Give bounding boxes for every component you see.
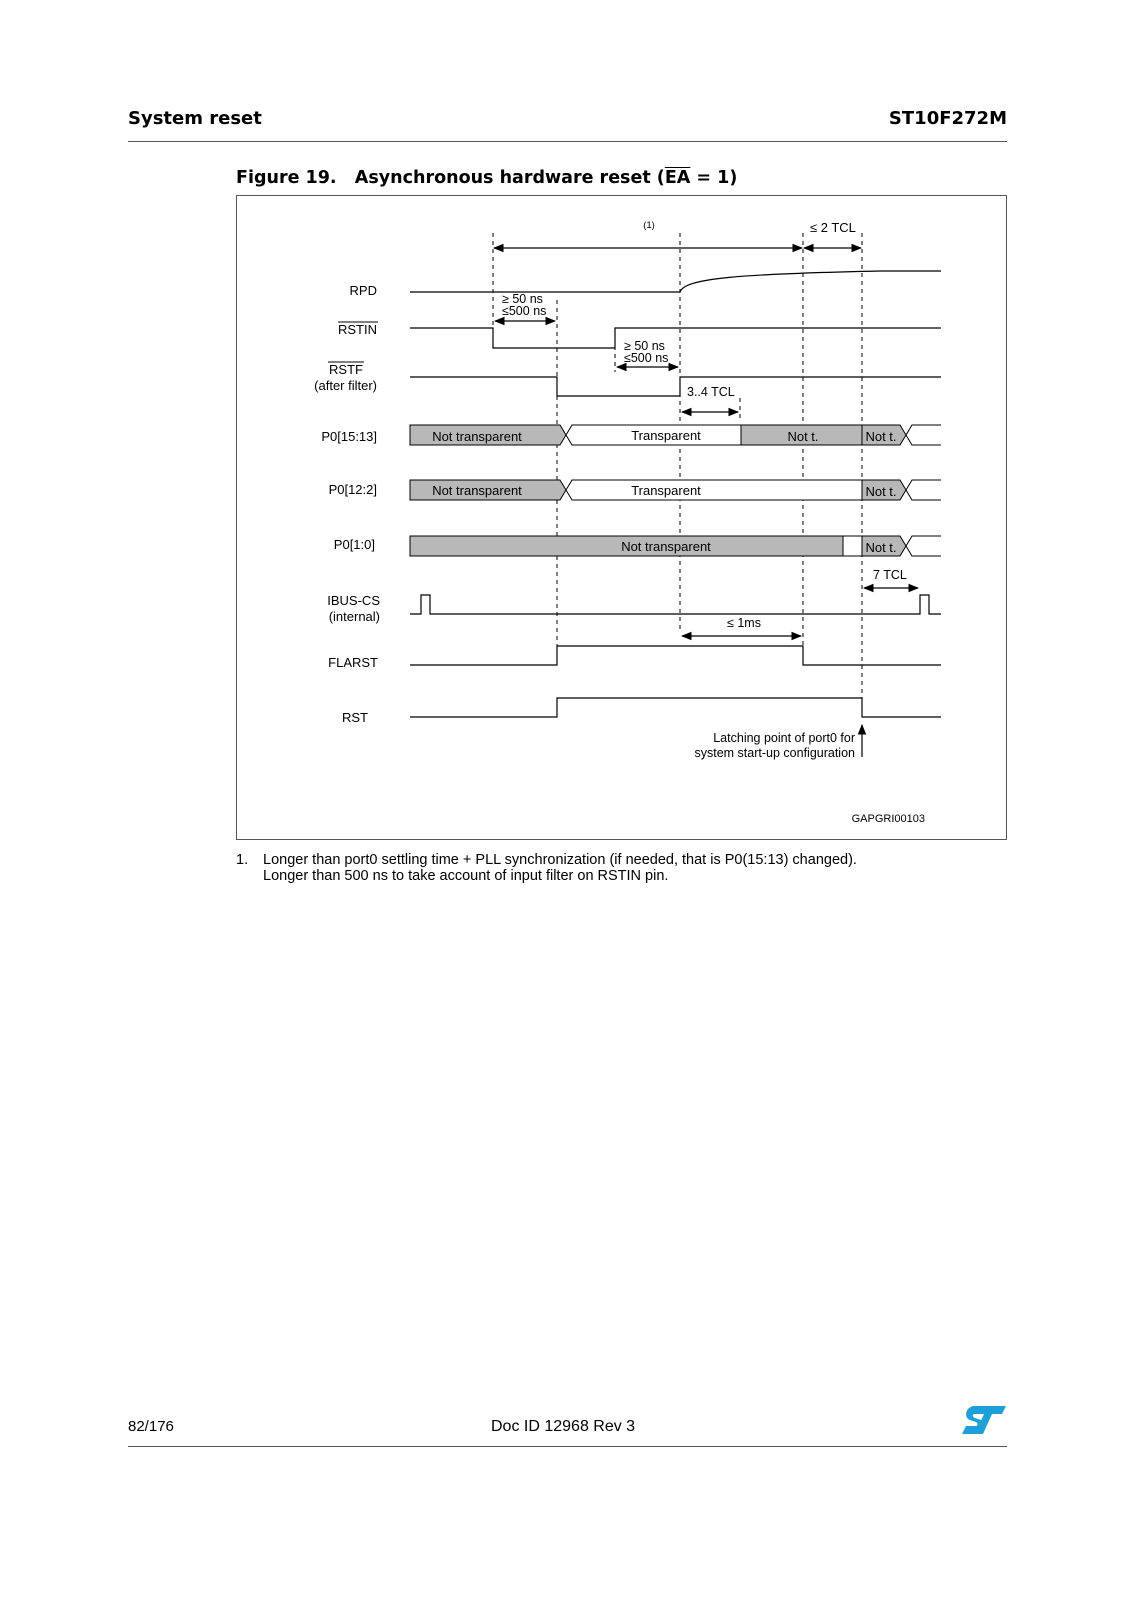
wave-rpd — [410, 271, 941, 292]
bus2-transparent — [566, 480, 862, 500]
wave-flarst — [410, 646, 941, 665]
label-p0-12-2: P0[12:2] — [328, 482, 377, 497]
figure-ref-code: GAPGRI00103 — [851, 813, 925, 825]
tcl2-label: ≤ 2 TCL — [810, 220, 856, 235]
label-rst: RST — [342, 710, 368, 725]
ea-overline: $\overline{EA}$ — [664, 168, 691, 188]
bus1-label-nt: Not transparent — [432, 429, 522, 444]
footnote-number: 1. — [236, 852, 249, 868]
le1ms-label: ≤ 1ms — [727, 616, 761, 630]
bus2-label-nt: Not transparent — [432, 483, 522, 498]
note-ref: (1) — [643, 220, 655, 231]
latch-text-1: Latching point of port0 for — [713, 731, 855, 745]
bus1-label-nt2: Not t. — [787, 429, 819, 444]
timing-guides — [493, 233, 862, 720]
wave-rst — [410, 698, 941, 717]
part-number: ST10F272M — [888, 108, 1007, 129]
figure-title: Figure 19. Asynchronous hardware reset $(\overline{EA} = 1)$ — [236, 168, 738, 188]
page-number: 82/176 — [128, 1418, 174, 1435]
label-p0-1-0: P0[1:0] — [333, 537, 375, 552]
bus2-label-t: Transparent — [631, 483, 701, 498]
footnote-line-2: Longer than 500 ns to take account of input filter on RSTIN pin. — [263, 868, 669, 884]
section-title: System reset — [128, 108, 262, 129]
wave-rstin — [410, 328, 941, 348]
wave-rstf — [410, 377, 941, 396]
label-rpd: RPD — [349, 283, 377, 298]
footer-rule — [128, 1446, 1007, 1447]
tcl7-label: 7 TCL — [873, 568, 907, 582]
bus2-label-nt2: Not t. — [865, 484, 897, 499]
label-p0-15-13: P0[15:13] — [321, 429, 377, 444]
label-ibus: IBUS-CS — [327, 593, 380, 608]
bus3-gap — [843, 536, 862, 556]
label-rstin: RSTIN — [338, 322, 377, 337]
tcl34-label: 3..4 TCL — [687, 385, 735, 399]
label-flarst: FLARST — [328, 655, 378, 670]
bus1-label-t: Transparent — [631, 428, 701, 443]
bus3-label-nt: Not transparent — [621, 539, 711, 554]
ge50-b: ≥ 50 ns — [624, 339, 665, 353]
label-ibus-sub: (internal) — [328, 609, 380, 624]
st-logo-icon — [961, 1404, 1007, 1436]
bus1-label-nt3: Not t. — [865, 429, 897, 444]
ge50-a: ≥ 50 ns — [502, 292, 543, 306]
label-rstf: RSTF — [329, 362, 363, 377]
le500-b: ≤500 ns — [624, 351, 669, 365]
wave-ibus — [410, 595, 941, 614]
le500-a: ≤500 ns — [502, 304, 547, 318]
label-rstf-sub: (after filter) — [314, 378, 377, 393]
footnote-line-1: Longer than port0 settling time + PLL synchronization (if needed, that is P0(15:13) changed). — [263, 852, 857, 868]
doc-id: Doc ID 12968 Rev 3 — [491, 1418, 636, 1435]
bus3-label-nt2: Not t. — [865, 540, 897, 555]
latch-text-2: system start-up configuration — [694, 746, 855, 760]
